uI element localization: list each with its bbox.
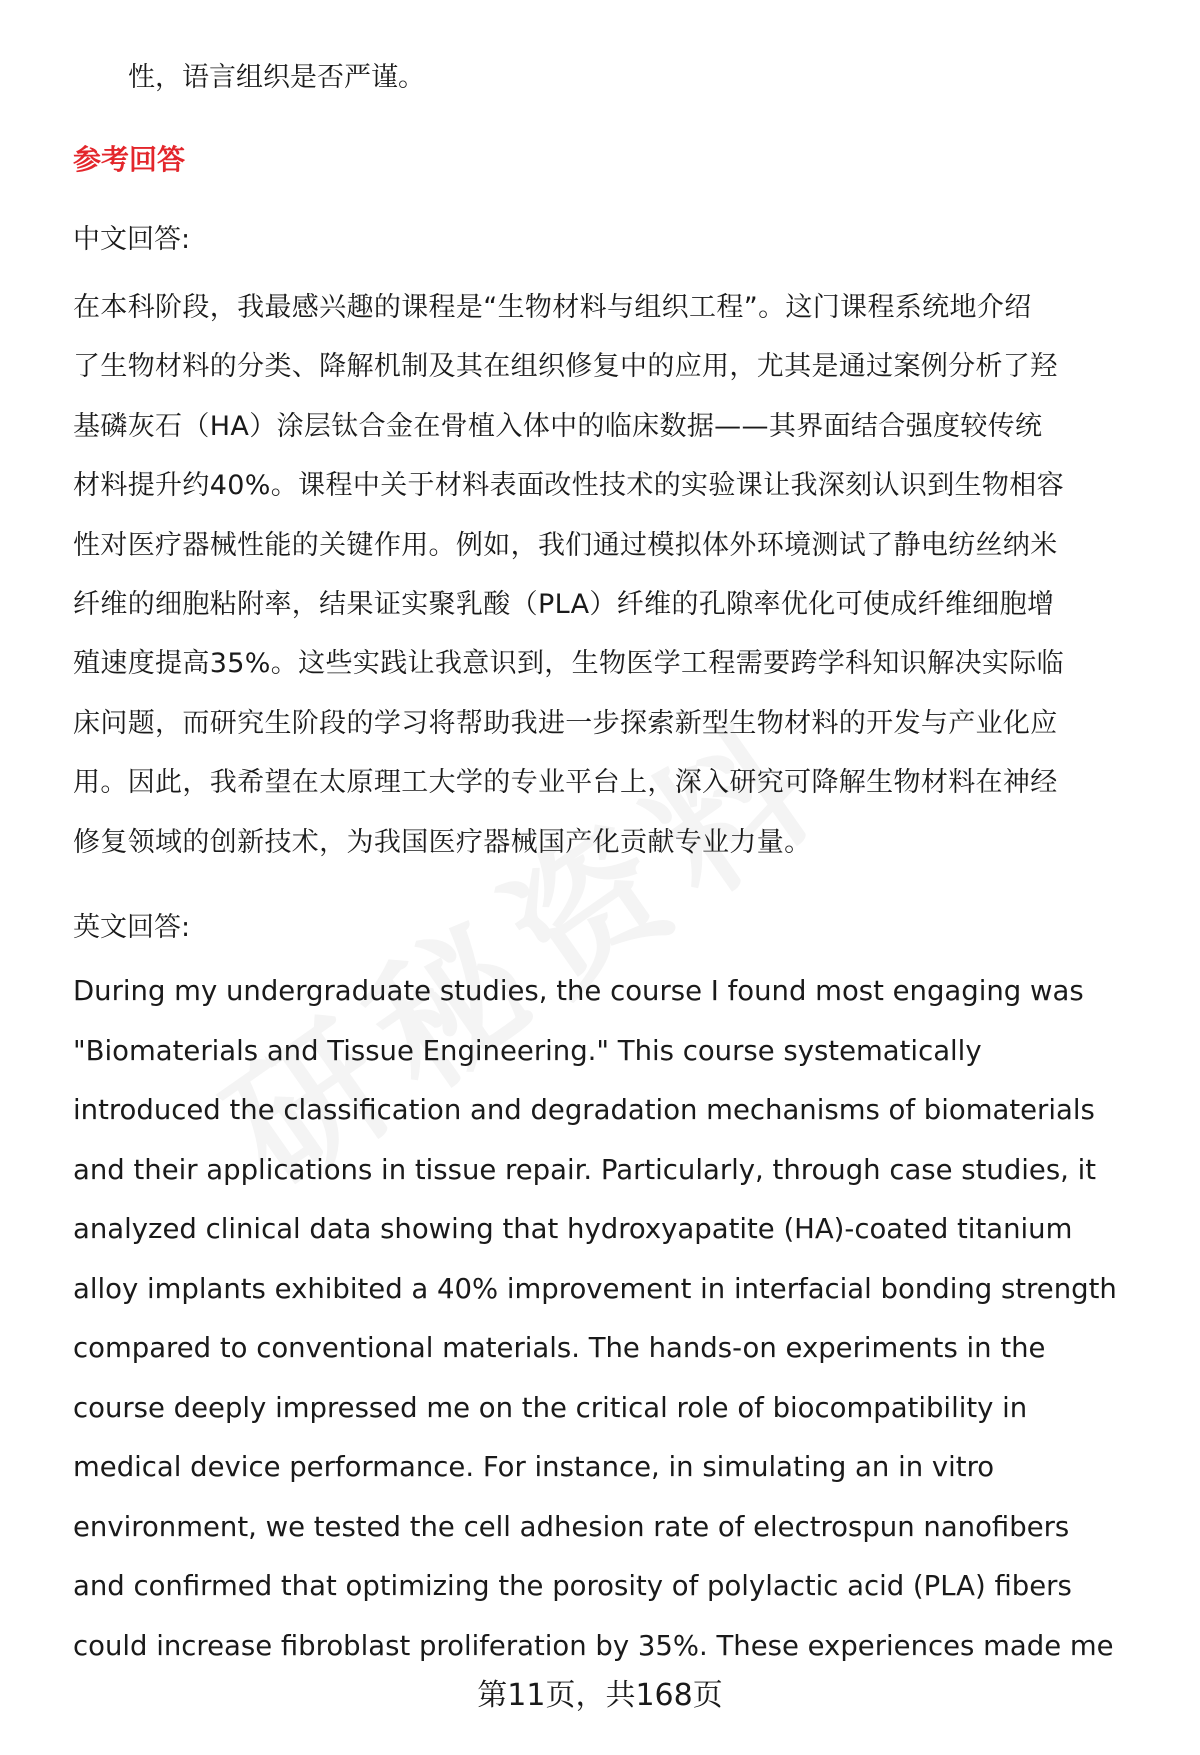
cn-line: 纤维的细胞粘附率，结果证实聚乳酸（PLA）纤维的孔隙率优化可使成纤维细胞增 (73, 589, 1055, 621)
english-answer-body (73, 962, 1158, 1676)
en-line: analyzed clinical data showing that hydroxyapatite (HA)-coated titanium (73, 1213, 1073, 1245)
reference-answer-heading: 参考回答 (73, 143, 186, 176)
en-line: and their applications in tissue repair. Particularly, through case studies, it (73, 1153, 1097, 1186)
en-line: course deeply impressed me on the critical role of biocompatibility in (73, 1391, 1028, 1424)
en-line: introduced the classification and degradation mechanisms of biomaterials (73, 1094, 1095, 1126)
intro-line: 性，语言组织是否严谨。 (128, 62, 425, 93)
en-line: compared to conventional materials. The hands-on experiments in the (73, 1332, 1046, 1364)
cn-line: 材料提升约40%。课程中关于材料表面改性技术的实验课让我深刻认识到生物相容 (73, 470, 1064, 502)
cn-line: 床问题，而研究生阶段的学习将帮助我进一步探索新型生物材料的开发与产业化应 (73, 707, 1058, 739)
page-number-footer: 第11页，共168页 (477, 1678, 723, 1713)
en-line: could increase fibroblast proliferation by 35%. These experiences made me (73, 1629, 1114, 1662)
en-line: During my undergraduate studies, the course I found most engaging was (73, 975, 1084, 1007)
cn-line: 基磷灰石（HA）涂层钛合金在骨植入体中的临床数据——其界面结合强度较传统 (73, 410, 1043, 442)
cn-line: 用。因此，我希望在太原理工大学的专业平台上，深入研究可降解生物材料在神经 (73, 767, 1058, 799)
chinese-answer-label: 中文回答: (73, 224, 191, 255)
en-line: and confirmed that optimizing the porosity of polylactic acid (PLA) fibers (73, 1570, 1072, 1602)
en-line: alloy implants exhibited a 40% improvement in interfacial bonding strength (73, 1272, 1117, 1305)
cn-line: 修复领域的创新技术，为我国医疗器械国产化贡献专业力量。 (73, 826, 812, 858)
en-line: medical device performance. For instance, in simulating an in vitro (73, 1451, 995, 1483)
cn-line: 性对医疗器械性能的关键作用。例如，我们通过模拟体外环境测试了静电纺丝纳米 (73, 529, 1058, 561)
en-line: environment, we tested the cell adhesion rate of electrospun nanofibers (73, 1510, 1070, 1543)
cn-line: 在本科阶段，我最感兴趣的课程是“生物材料与组织工程”。这门课程系统地介绍 (73, 292, 1032, 323)
english-answer-label: 英文回答: (73, 912, 191, 943)
en-line: "Biomaterials and Tissue Engineering." This course systematically (73, 1034, 982, 1067)
chinese-answer-body (73, 278, 1153, 872)
cn-line: 殖速度提高35%。这些实践让我意识到，生物医学工程需要跨学科知识解决实际临 (73, 648, 1064, 680)
cn-line: 了生物材料的分类、降解机制及其在组织修复中的应用，尤其是通过案例分析了羟 (73, 351, 1058, 383)
